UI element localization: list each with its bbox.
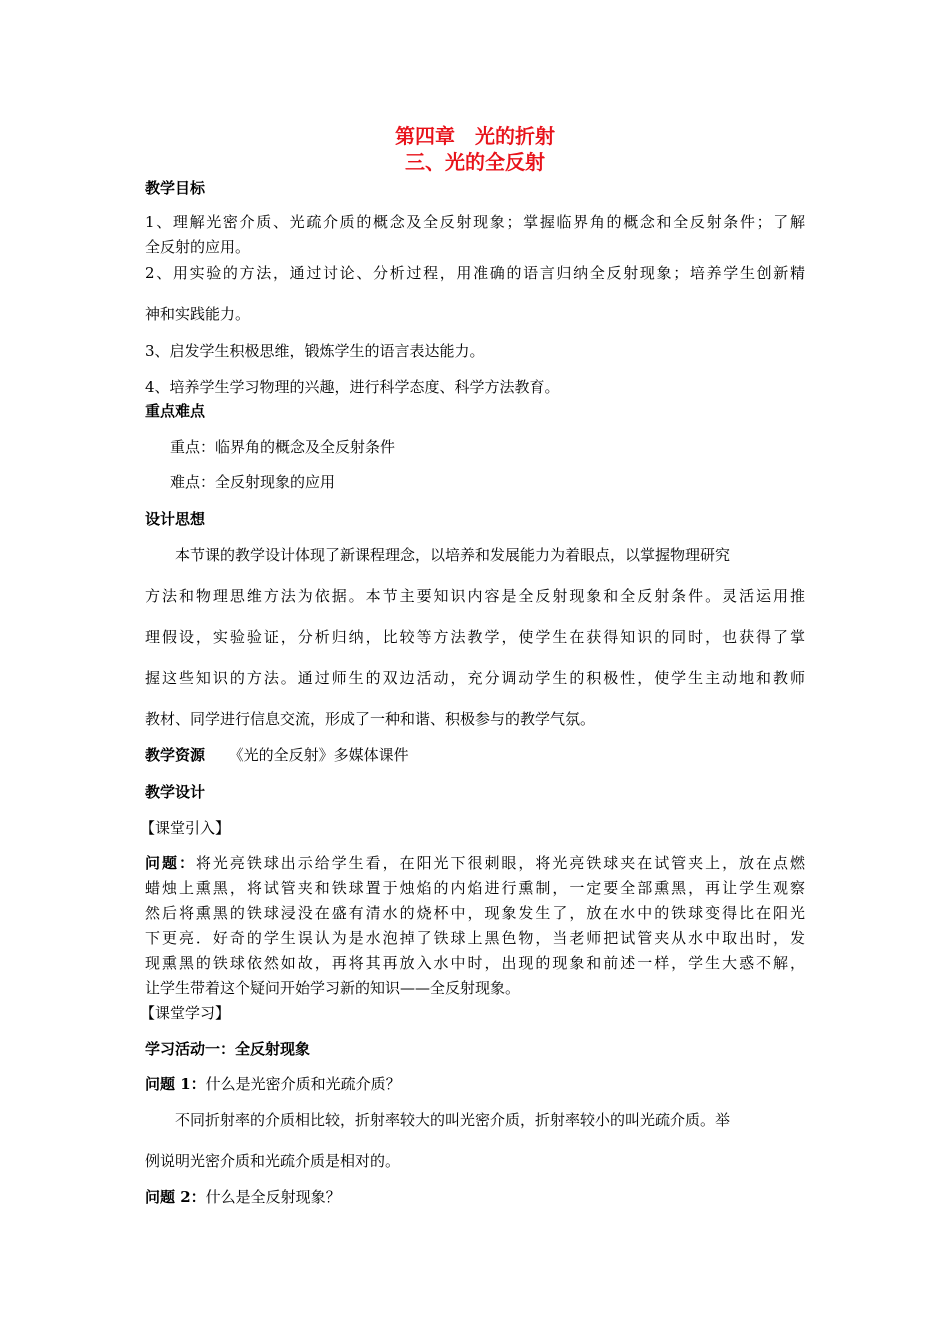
objective-line: 4、培养学生学习物理的兴趣，进行科学态度、科学方法教育。 (145, 378, 560, 396)
question-line: 现熏黑的铁球依然如故，再将其再放入水中时，出现的现象和前述一样，学生大惑不解， (145, 954, 805, 972)
question-label: 问题： (145, 854, 196, 872)
design-line: 本节课的教学设计体现了新课程理念，以培养和发展能力为着眼点，以掌握物理研究 (175, 546, 731, 564)
design-line: 理假设，实验验证，分析归纳，比较等方法教学，使学生在获得知识的同时，也获得了掌 (145, 628, 805, 646)
activity1-heading: 学习活动一：全反射现象 (145, 1040, 311, 1058)
keypoint-text: 重点：临界角的概念及全反射条件 (170, 438, 396, 456)
q1-label: 问题 1： (145, 1075, 206, 1093)
q1-row (145, 1074, 401, 1094)
design-line: 教材、同学进行信息交流，形成了一种和谐、积极参与的教学气氛。 (145, 710, 596, 728)
resources-heading: 教学资源 (145, 746, 206, 764)
q2-row (145, 1187, 341, 1207)
section-title: 三、光的全反射 (405, 150, 545, 174)
objective-line: 神和实践能力。 (145, 305, 251, 323)
design-line: 握这些知识的方法。通过师生的双边活动，充分调动学生的积极性，使学生主动地和教师 (145, 669, 805, 687)
question-line: 让学生带着这个疑问开始学习新的知识——全反射现象。 (145, 979, 521, 997)
design-line: 方法和物理思维方法为依据。本节主要知识内容是全反射现象和全反射条件。灵活运用推 (145, 587, 805, 605)
study-bracket-heading: 【课堂学习】 (140, 1004, 231, 1022)
resources-text: 《光的全反射》多媒体课件 (228, 746, 409, 764)
objective-line: 3、启发学生积极思维，锻炼学生的语言表达能力。 (145, 342, 485, 360)
question-line: 蜡烛上熏黑，将试管夹和铁球置于烛焰的内焰进行熏制，一定要全部熏黑，再让学生观察 (145, 879, 805, 897)
question-text: 将光亮铁球出示给学生看，在阳光下很刺眼，将光亮铁球夹在试管夹上，放在点燃 (195, 854, 805, 872)
question-line: 下更亮．好奇的学生误认为是水泡掉了铁球上黑色物，当老师把试管夹从水中取出时，发 (145, 929, 805, 947)
question-line (145, 853, 805, 873)
q2-text: 什么是全反射现象？ (205, 1188, 341, 1206)
objective-line: 2、用实验的方法，通过讨论、分析过程，用准确的语言归纳全反射现象；培养学生创新精 (145, 264, 805, 282)
intro-bracket-heading: 【课堂引入】 (140, 819, 231, 837)
objective-line: 1、理解光密介质、光疏介质的概念及全反射现象；掌握临界角的概念和全反射条件；了解 (145, 213, 805, 231)
teaching-design-heading: 教学设计 (145, 783, 206, 801)
design-heading: 设计思想 (145, 510, 206, 528)
objective-line: 全反射的应用。 (145, 238, 251, 256)
answer1-line: 不同折射率的介质相比较，折射率较大的叫光密介质，折射率较小的叫光疏介质。举 (175, 1111, 731, 1129)
question-line: 然后将熏黑的铁球浸没在盛有清水的烧杯中，现象发生了，放在水中的铁球变得比在阳光 (145, 904, 805, 922)
q2-label: 问题 2： (145, 1188, 206, 1206)
resources-row (145, 745, 409, 765)
chapter-title: 第四章 光的折射 (395, 124, 555, 148)
objectives-heading: 教学目标 (145, 179, 206, 197)
answer1-line: 例说明光密介质和光疏介质是相对的。 (145, 1152, 401, 1170)
q1-text: 什么是光密介质和光疏介质？ (205, 1075, 401, 1093)
keypoints-heading: 重点难点 (145, 402, 206, 420)
difficulty-text: 难点：全反射现象的应用 (170, 473, 336, 491)
